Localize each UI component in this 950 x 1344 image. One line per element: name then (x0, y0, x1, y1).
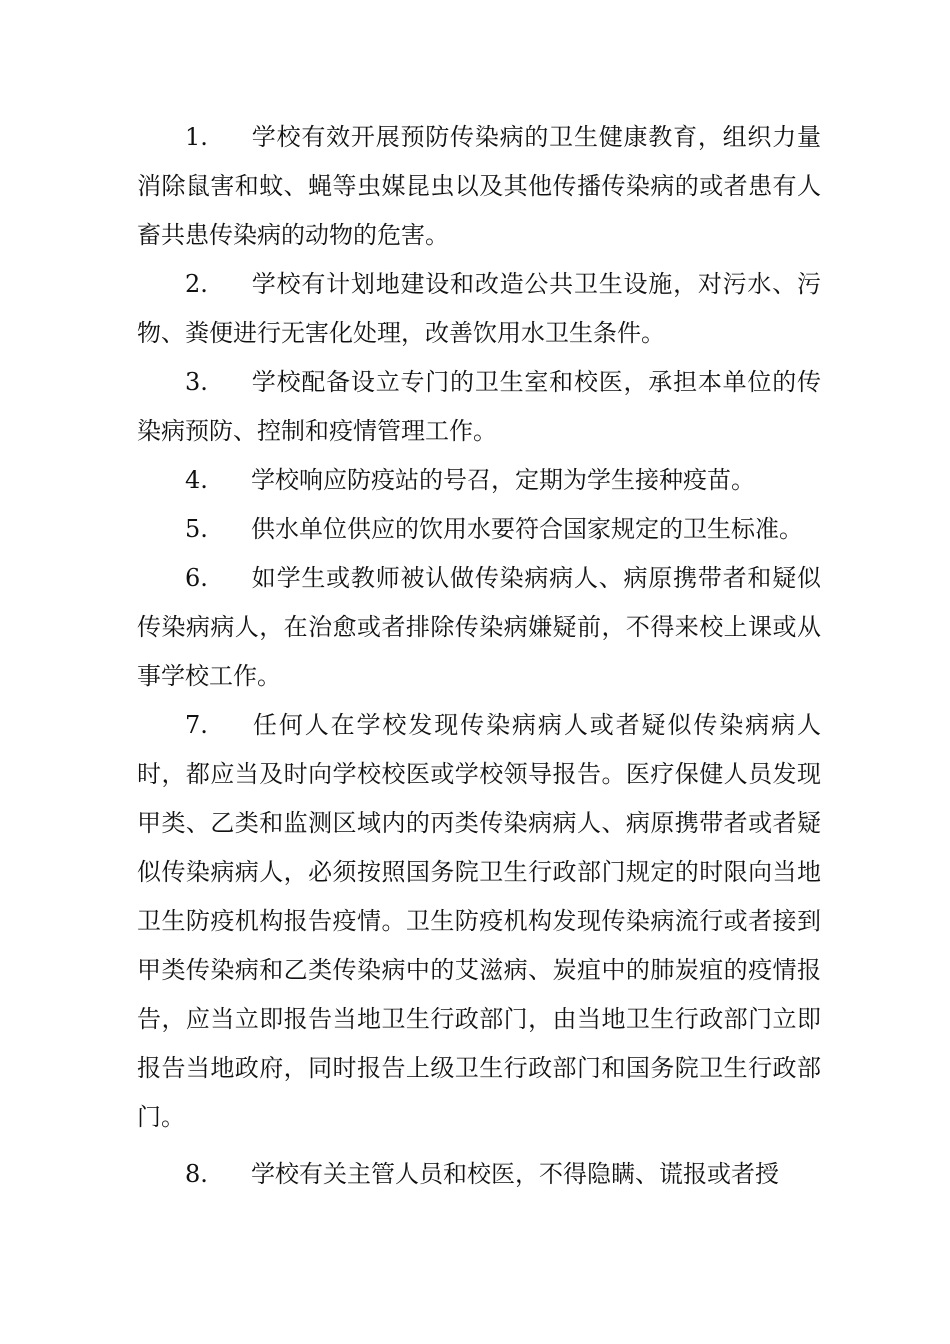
item-number: 6. (185, 564, 208, 592)
list-item-8 (137, 1150, 821, 1199)
item-text: 学校有关主管人员和校医，不得隐瞒、谎报或者授 (251, 1160, 779, 1188)
list-item-4 (137, 456, 821, 505)
item-text: 学校有计划地建设和改造公共卫生设施，对污水、污物、粪便进行无害化处理，改善饮用水卫生条件。 (137, 270, 821, 347)
list-item-2 (137, 260, 821, 358)
item-number: 3. (185, 368, 208, 396)
item-text: 学校响应防疫站的号召，定期为学生接种疫苗。 (251, 466, 755, 494)
item-text: 任何人在学校发现传染病病人或者疑似传染病病人时，都应当及时向学校校医或学校领导报告。医疗保健人员发现甲类、乙类和监测区域内的丙类传染病病人、病原携带者或者疑似传染病病人，必须按照国务院卫生行政部门规定的时限向当地卫生防疫机构报告疫情。卫生防疫机构发现传染病流行或者接到甲类传染病和乙类传染病中的艾滋病、炭疽中的肺炭疽的疫情报告，应当立即报告当地卫生行政部门，由当地卫生行政部门立即报告当地政府，同时报告上级卫生行政部门和国务院卫生行政部门。 (137, 711, 821, 1131)
list-item-7 (137, 701, 821, 1142)
list-item-3 (137, 358, 821, 456)
item-text: 供水单位供应的饮用水要符合国家规定的卫生标准。 (251, 515, 803, 543)
item-text: 如学生或教师被认做传染病病人、病原携带者和疑似传染病病人，在治愈或者排除传染病嫌疑前，不得来校上课或从事学校工作。 (137, 564, 821, 690)
item-number: 4. (185, 466, 208, 494)
item-number: 5. (185, 515, 208, 543)
item-number: 2. (185, 270, 208, 298)
item-number: 7. (185, 711, 208, 739)
list-item-6 (137, 554, 821, 701)
item-text: 学校有效开展预防传染病的卫生健康教育，组织力量消除鼠害和蚊、蝇等虫媒昆虫以及其他传播传染病的或者患有人畜共患传染病的动物的危害。 (137, 123, 821, 249)
item-number: 8. (185, 1160, 208, 1188)
list-item-5 (137, 505, 821, 554)
item-number: 1. (185, 123, 208, 151)
list-item-1 (137, 113, 821, 260)
item-text: 学校配备设立专门的卫生室和校医，承担本单位的传染病预防、控制和疫情管理工作。 (137, 368, 821, 445)
document-body (137, 113, 821, 1199)
